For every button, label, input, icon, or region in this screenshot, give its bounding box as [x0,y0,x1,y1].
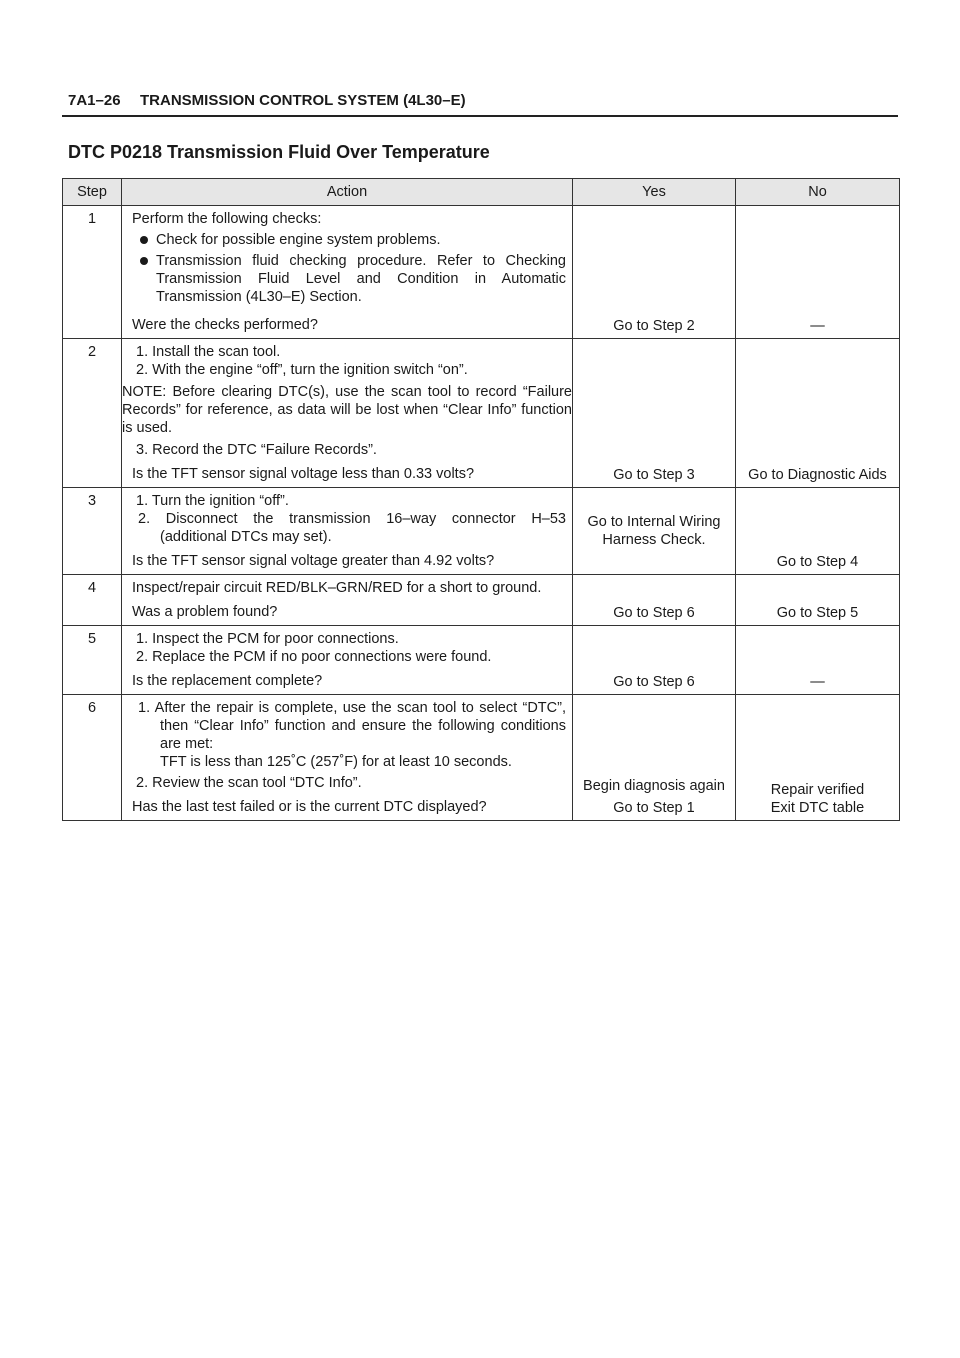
no-result: — [736,206,900,339]
action-intro: Inspect/repair circuit RED/BLK–GRN/RED for a short to ground. [132,580,542,596]
action-note: NOTE: Before clearing DTC(s), use the scan tool to record “Failure Records” for reference, as data will be lost when “Clear Info” function is used. [122,384,572,436]
table-row-step-2 [63,339,900,488]
action-question: Is the TFT sensor signal voltage less than 0.33 volts? [132,466,475,482]
action-question: Were the checks performed? [132,317,318,333]
page-title: DTC P0218 Transmission Fluid Over Temperature [68,142,490,162]
column-header-action: Action [122,179,573,206]
action-bullet: Check for possible engine system problems. [132,231,566,249]
step-action [122,626,573,695]
no-result-line: Repair verified [770,782,865,798]
action-item: 2. Replace the PCM if no poor connections were found. [136,649,492,665]
action-question: Is the TFT sensor signal voltage greater than 4.92 volts? [132,553,495,569]
yes-result-line: Go to Step 1 [613,800,695,816]
action-question: Has the last test failed or is the current DTC displayed? [132,799,487,815]
no-result: Go to Diagnostic Aids [736,339,900,488]
section-title: TRANSMISSION CONTROL SYSTEM (4L30–E) [140,92,466,109]
action-question: Is the replacement complete? [132,673,323,689]
table-row-step-6 [63,695,900,821]
action-item: 1. Install the scan tool. [136,344,281,360]
step-number: 6 [63,695,122,821]
no-result [736,695,900,821]
action-intro: Perform the following checks: [132,211,322,227]
step-number: 3 [63,488,122,575]
no-result-line: Exit DTC table [770,800,865,816]
column-header-no: No [736,179,900,206]
no-result: Go to Step 5 [736,575,900,626]
step-action [122,339,573,488]
yes-result: Go to Step 2 [573,206,736,339]
header-rule [62,115,898,117]
column-header-step: Step [63,179,122,206]
step-action [122,206,573,339]
step-number: 2 [63,339,122,488]
page-header [68,92,898,109]
yes-result [573,695,736,821]
step-action [122,575,573,626]
page-number: 7A1–26 [68,92,121,109]
step-action [122,695,573,821]
step-action [122,488,573,575]
column-header-yes: Yes [573,179,736,206]
no-result: Go to Step 4 [736,488,900,575]
table-row-step-4 [63,575,900,626]
table-row-step-3 [63,488,900,575]
step-number: 5 [63,626,122,695]
yes-result: Go to Internal Wiring Harness Check. [573,488,736,575]
no-result: — [736,626,900,695]
table-row-step-5 [63,626,900,695]
diagnostic-table [62,178,900,821]
yes-result-line: Begin diagnosis again [583,778,725,794]
action-item: 2. Review the scan tool “DTC Info”. [136,775,362,791]
yes-result: Go to Step 6 [573,575,736,626]
action-item: 1. After the repair is complete, use the scan tool to select “DTC”, then “Clear Info” function and ensure the following conditions are met: [138,700,566,752]
action-item: 1. Turn the ignition “off”. [136,493,289,509]
action-item: 1. Inspect the PCM for poor connections. [136,631,399,647]
yes-result: Go to Step 3 [573,339,736,488]
action-question: Was a problem found? [132,604,278,620]
action-item: 3. Record the DTC “Failure Records”. [136,442,377,458]
step-number: 4 [63,575,122,626]
table-row-step-1 [63,206,900,339]
action-item: 2. Disconnect the transmission 16–way connector H–53 (additional DTCs may set). [138,511,566,545]
table-header-row [63,179,900,206]
action-bullet: Transmission fluid checking procedure. Refer to Checking Transmission Fluid Level and Condition in Automatic Transmission (4L30–E) Section. [132,252,566,306]
step-number: 1 [63,206,122,339]
action-condition: TFT is less than 125˚C (257˚F) for at least 10 seconds. [160,754,512,770]
action-item: 2. With the engine “off”, turn the ignition switch “on”. [136,362,468,378]
yes-result: Go to Step 6 [573,626,736,695]
